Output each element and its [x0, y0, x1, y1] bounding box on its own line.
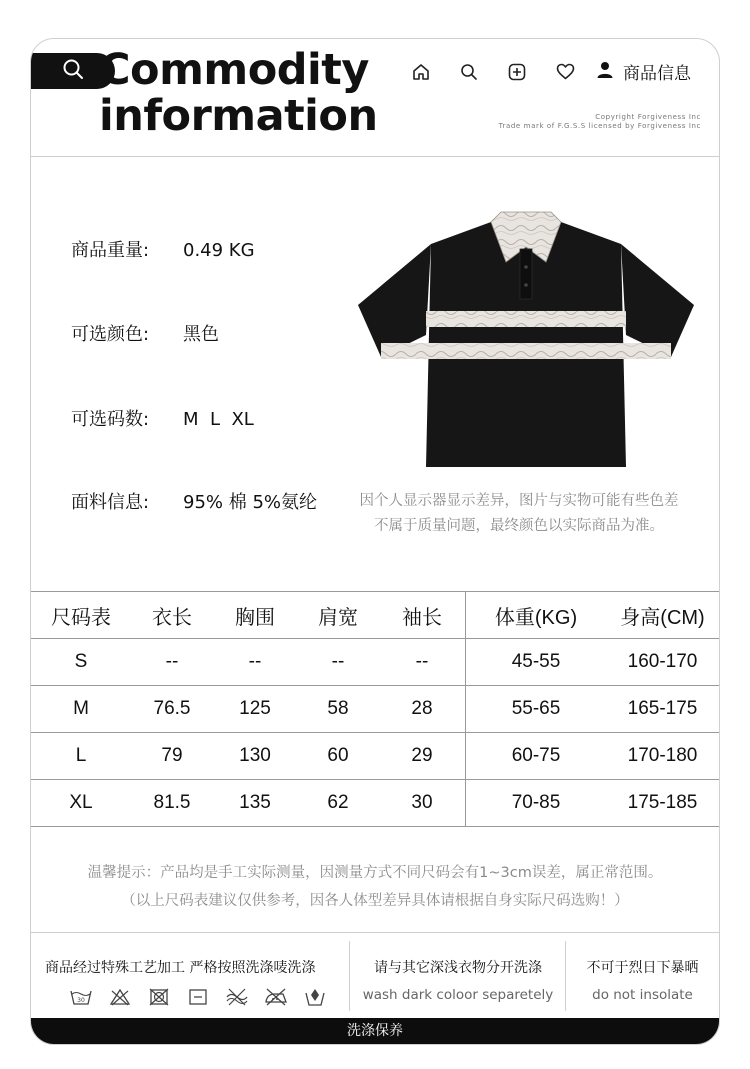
info-value: 0.49 KG — [183, 240, 255, 261]
no-tumble-dry-icon — [139, 984, 178, 1010]
care-no-sun — [566, 957, 719, 1003]
table-cell: 30 — [379, 780, 466, 827]
title-line-2: information — [99, 91, 378, 141]
info-row-fabric — [71, 488, 317, 514]
table-cell: L — [31, 733, 131, 780]
info-row-color — [71, 320, 219, 346]
table-cell: -- — [213, 639, 297, 686]
footer-bar: 洗涤保养 — [31, 1018, 719, 1044]
table-cell: 60-75 — [466, 733, 607, 780]
care-zh-text: 请与其它深浅衣物分开洗涤 — [374, 960, 542, 976]
note-line-1: 因个人显示器显示差异，图片与实物可能有些色差 — [359, 493, 679, 509]
table-cell: 58 — [297, 686, 379, 733]
add-icon[interactable] — [493, 60, 541, 84]
home-icon[interactable] — [397, 60, 445, 84]
table-header-cell: 衣长 — [131, 592, 213, 639]
info-label: 面料信息: — [71, 492, 150, 513]
table-cell: M — [31, 686, 131, 733]
user-menu-label: 商品信息 — [623, 64, 691, 84]
table-header-cell: 肩宽 — [297, 592, 379, 639]
table-header-cell: 体重(KG) — [466, 592, 607, 639]
no-bleach-icon — [100, 984, 139, 1010]
table-cell: 170-180 — [606, 733, 719, 780]
care-en-text: do not insolate — [592, 987, 693, 1003]
table-cell: 55-65 — [466, 686, 607, 733]
table-cell: 60 — [297, 733, 379, 780]
table-cell: 81.5 — [131, 780, 213, 827]
table-cell: 135 — [213, 780, 297, 827]
table-header-cell: 身高(CM) — [606, 592, 719, 639]
table-row — [31, 686, 719, 733]
top-nav — [397, 59, 691, 84]
tip-line-1: 温馨提示：产品均是手工实际测量，因测量方式不同尺码会有1~3cm误差，属正常范围。 — [87, 865, 663, 881]
table-row — [31, 780, 719, 827]
copyright-line-1: Copyright Forgiveness Inc — [595, 113, 701, 121]
care-instruction-text: 商品经过特殊工艺加工 严格按照洗涤唛洗涤 — [45, 960, 316, 976]
table-cell: 76.5 — [131, 686, 213, 733]
care-icons — [61, 984, 334, 1010]
table-row — [31, 733, 719, 780]
note-line-2: 不属于质量问题，最终颜色以实际商品为准。 — [374, 518, 664, 534]
wash-30-icon — [61, 984, 100, 1010]
table-cell: 130 — [213, 733, 297, 780]
care-en-text: wash dark coloor separetely — [362, 987, 554, 1003]
divider — [31, 156, 719, 157]
table-cell: S — [31, 639, 131, 686]
copyright — [499, 113, 701, 131]
info-value: 95% 棉 5%氨纶 — [183, 492, 318, 513]
info-label: 可选颜色: — [71, 324, 150, 345]
table-header-cell: 尺码表 — [31, 592, 131, 639]
title-line-1: Commodity — [99, 45, 369, 95]
product-image — [356, 207, 696, 482]
table-cell: -- — [379, 639, 466, 686]
table-cell: 160-170 — [606, 639, 719, 686]
table-cell: 165-175 — [606, 686, 719, 733]
table-cell: 62 — [297, 780, 379, 827]
table-cell: 79 — [131, 733, 213, 780]
table-cell: 70-85 — [466, 780, 607, 827]
tip-line-2: （以上尺码表建议仅供参考，因各人体型差异具体请根据自身实际尺码选购！） — [121, 893, 629, 909]
divider — [31, 932, 719, 933]
table-cell: XL — [31, 780, 131, 827]
product-card — [30, 38, 720, 1045]
user-menu[interactable] — [597, 59, 691, 84]
info-label: 商品重量: — [71, 240, 150, 261]
table-cell: -- — [297, 639, 379, 686]
info-value: 黑色 — [183, 324, 219, 345]
no-wring-icon — [217, 984, 256, 1010]
table-cell: 125 — [213, 686, 297, 733]
table-cell: 45-55 — [466, 639, 607, 686]
table-header-row — [31, 592, 719, 639]
measurement-tip — [31, 859, 719, 915]
user-icon — [597, 61, 613, 83]
search-icon — [62, 58, 84, 84]
page-title — [99, 47, 378, 139]
info-row-sizes — [71, 405, 254, 431]
svg-text:30: 30 — [76, 997, 85, 1004]
info-label: 可选码数: — [71, 409, 150, 430]
search-icon[interactable] — [445, 60, 493, 84]
table-cell: -- — [131, 639, 213, 686]
table-header-cell: 袖长 — [379, 592, 466, 639]
no-iron-icon — [256, 984, 295, 1010]
table-header-cell: 胸围 — [213, 592, 297, 639]
copyright-line-2: Trade mark of F.G.S.S licensed by Forgiveness Inc — [498, 122, 701, 130]
size-table — [31, 591, 719, 827]
table-row — [31, 639, 719, 686]
color-disclaimer — [331, 489, 707, 539]
info-value: M L XL — [183, 409, 254, 430]
care-separate-wash — [351, 957, 565, 1003]
table-cell: 175-185 — [606, 780, 719, 827]
table-cell: 29 — [379, 733, 466, 780]
heart-icon[interactable] — [541, 60, 589, 84]
divider — [349, 941, 350, 1011]
dry-clean-icon — [295, 984, 334, 1010]
care-zh-text: 不可于烈日下暴晒 — [586, 960, 699, 976]
info-row-weight — [71, 236, 255, 262]
table-cell: 28 — [379, 686, 466, 733]
dry-flat-icon — [178, 984, 217, 1010]
